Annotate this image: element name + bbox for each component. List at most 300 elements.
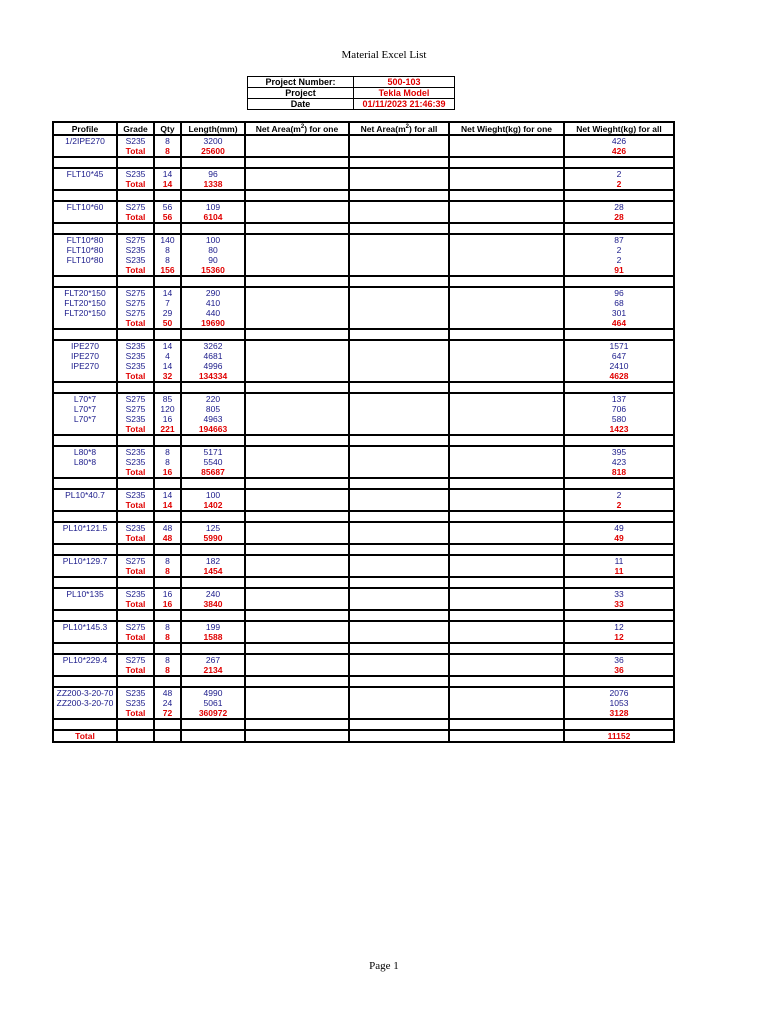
date-value: 01/11/2023 21:46:39	[354, 99, 455, 110]
spacer-cell	[117, 511, 154, 522]
header-net-area-one	[245, 122, 349, 135]
cell-weight-one	[449, 255, 564, 265]
total-cell-profile	[53, 318, 117, 329]
spacer-cell	[449, 676, 564, 687]
spacer-cell	[349, 435, 449, 446]
cell-qty: 8	[154, 135, 181, 146]
cell-grade: S275	[117, 555, 154, 566]
spacer-cell	[564, 478, 674, 489]
spacer-cell	[349, 478, 449, 489]
cell-area-one	[245, 698, 349, 708]
spacer-cell	[154, 511, 181, 522]
spacer-cell	[564, 276, 674, 287]
cell-length: 182	[181, 555, 245, 566]
spacer-row	[53, 719, 674, 730]
total-cell-area-one	[245, 566, 349, 577]
total-row	[53, 318, 674, 329]
cell-profile: L80*8	[53, 446, 117, 457]
total-cell-area-all	[349, 599, 449, 610]
total-cell-profile	[53, 599, 117, 610]
table-row	[53, 404, 674, 414]
total-row	[53, 212, 674, 223]
cell-grade: S235	[117, 414, 154, 424]
cell-length: 4681	[181, 351, 245, 361]
table-row	[53, 135, 674, 146]
cell-length: 4996	[181, 361, 245, 371]
spacer-cell	[564, 643, 674, 654]
total-cell-area-one	[245, 265, 349, 276]
total-cell-area-one	[245, 371, 349, 382]
cell-qty: 4	[154, 351, 181, 361]
grand-total-row	[53, 730, 674, 742]
cell-qty: 24	[154, 698, 181, 708]
cell-grade: S235	[117, 135, 154, 146]
cell-profile: IPE270	[53, 361, 117, 371]
header-profile: Profile	[53, 122, 117, 135]
spacer-cell	[245, 511, 349, 522]
spacer-cell	[245, 478, 349, 489]
cell-weight-one	[449, 201, 564, 212]
cell-qty: 14	[154, 287, 181, 298]
total-cell-grade: Total	[117, 632, 154, 643]
spacer-cell	[564, 676, 674, 687]
spacer-cell	[117, 610, 154, 621]
total-cell-area-all	[349, 371, 449, 382]
table-row	[53, 308, 674, 318]
cell-qty: 56	[154, 201, 181, 212]
cell-area-one	[245, 351, 349, 361]
header-grade: Grade	[117, 122, 154, 135]
cell-length: 805	[181, 404, 245, 414]
total-cell-length: 360972	[181, 708, 245, 719]
total-cell-length: 2134	[181, 665, 245, 676]
total-cell-qty: 72	[154, 708, 181, 719]
total-cell-weight-all: 2	[564, 179, 674, 190]
cell-grade: S235	[117, 698, 154, 708]
total-cell-length: 25600	[181, 146, 245, 157]
cell-qty: 140	[154, 234, 181, 245]
total-cell-qty: 50	[154, 318, 181, 329]
spacer-cell	[154, 157, 181, 168]
spacer-cell	[117, 719, 154, 730]
cell-area-one	[245, 621, 349, 632]
total-cell-grade: Total	[117, 708, 154, 719]
table-row	[53, 588, 674, 599]
cell-weight-one	[449, 555, 564, 566]
spacer-cell	[53, 435, 117, 446]
cell-weight-one	[449, 414, 564, 424]
total-cell-profile	[53, 179, 117, 190]
project-info-table	[247, 76, 455, 110]
spacer-cell	[349, 329, 449, 340]
spacer-cell	[154, 610, 181, 621]
cell-length: 220	[181, 393, 245, 404]
spacer-cell	[245, 190, 349, 201]
total-cell-area-one	[245, 146, 349, 157]
cell-area-all	[349, 168, 449, 179]
spacer-cell	[154, 643, 181, 654]
spacer-cell	[117, 577, 154, 588]
total-cell-profile	[53, 467, 117, 478]
cell-qty: 14	[154, 361, 181, 371]
cell-length: 4963	[181, 414, 245, 424]
cell-grade: S235	[117, 446, 154, 457]
total-row	[53, 708, 674, 719]
cell-grade: S275	[117, 404, 154, 414]
cell-grade: S235	[117, 687, 154, 698]
total-row	[53, 371, 674, 382]
cell-profile: FLT10*80	[53, 245, 117, 255]
material-table-body	[53, 135, 674, 742]
cell-length: 3262	[181, 340, 245, 351]
cell-length: 410	[181, 298, 245, 308]
cell-weight-all: 33	[564, 588, 674, 599]
total-cell-weight-one	[449, 467, 564, 478]
cell-weight-one	[449, 404, 564, 414]
cell-qty: 16	[154, 588, 181, 599]
total-cell-grade: Total	[117, 146, 154, 157]
spacer-cell	[349, 676, 449, 687]
cell-grade: S275	[117, 201, 154, 212]
total-cell-qty: 8	[154, 632, 181, 643]
cell-area-all	[349, 522, 449, 533]
cell-qty: 14	[154, 489, 181, 500]
grand-total-cell-grade	[117, 730, 154, 742]
total-cell-weight-one	[449, 424, 564, 435]
total-cell-length: 19690	[181, 318, 245, 329]
spacer-cell	[245, 676, 349, 687]
total-cell-length: 15360	[181, 265, 245, 276]
total-row	[53, 424, 674, 435]
spacer-cell	[449, 329, 564, 340]
cell-area-all	[349, 588, 449, 599]
cell-grade: S275	[117, 298, 154, 308]
cell-grade: S275	[117, 234, 154, 245]
cell-weight-all: 706	[564, 404, 674, 414]
cell-qty: 8	[154, 245, 181, 255]
cell-weight-one	[449, 298, 564, 308]
spacer-cell	[245, 276, 349, 287]
cell-qty: 8	[154, 654, 181, 665]
total-cell-qty: 16	[154, 599, 181, 610]
spacer-cell	[154, 478, 181, 489]
total-cell-length: 85687	[181, 467, 245, 478]
cell-area-one	[245, 446, 349, 457]
material-table	[52, 121, 675, 743]
total-cell-weight-all: 4628	[564, 371, 674, 382]
cell-area-one	[245, 654, 349, 665]
total-cell-length: 1588	[181, 632, 245, 643]
total-cell-area-one	[245, 708, 349, 719]
spacer-cell	[154, 577, 181, 588]
table-row	[53, 351, 674, 361]
cell-weight-one	[449, 287, 564, 298]
total-cell-weight-all: 49	[564, 533, 674, 544]
spacer-cell	[154, 276, 181, 287]
cell-area-all	[349, 245, 449, 255]
cell-area-all	[349, 446, 449, 457]
spacer-cell	[117, 478, 154, 489]
spacer-row	[53, 435, 674, 446]
spacer-cell	[564, 329, 674, 340]
cell-qty: 14	[154, 168, 181, 179]
total-cell-weight-all: 464	[564, 318, 674, 329]
spacer-cell	[449, 643, 564, 654]
spacer-row	[53, 610, 674, 621]
cell-area-all	[349, 308, 449, 318]
cell-weight-one	[449, 351, 564, 361]
total-cell-area-one	[245, 500, 349, 511]
cell-area-one	[245, 340, 349, 351]
spacer-cell	[349, 157, 449, 168]
cell-weight-all: 96	[564, 287, 674, 298]
spacer-cell	[449, 435, 564, 446]
page-number: Page 1	[369, 960, 399, 972]
cell-area-all	[349, 414, 449, 424]
date-label: Date	[248, 99, 354, 110]
cell-weight-all: 1053	[564, 698, 674, 708]
cell-length: 5540	[181, 457, 245, 467]
cell-weight-one	[449, 245, 564, 255]
cell-weight-one	[449, 654, 564, 665]
cell-area-one	[245, 687, 349, 698]
total-cell-grade: Total	[117, 665, 154, 676]
grand-total-cell-weight-one	[449, 730, 564, 742]
table-row	[53, 340, 674, 351]
table-row	[53, 489, 674, 500]
total-cell-length: 6104	[181, 212, 245, 223]
spacer-cell	[564, 511, 674, 522]
cell-area-all	[349, 393, 449, 404]
spacer-cell	[154, 544, 181, 555]
header-area-superscript: 2	[300, 123, 305, 130]
cell-profile: PL10*229.4	[53, 654, 117, 665]
total-cell-weight-one	[449, 599, 564, 610]
cell-grade: S235	[117, 588, 154, 599]
spacer-cell	[53, 676, 117, 687]
spacer-cell	[245, 544, 349, 555]
spacer-row	[53, 478, 674, 489]
total-cell-area-all	[349, 212, 449, 223]
spacer-cell	[449, 382, 564, 393]
cell-qty: 16	[154, 414, 181, 424]
cell-area-one	[245, 298, 349, 308]
cell-area-all	[349, 255, 449, 265]
spacer-cell	[245, 643, 349, 654]
total-cell-weight-all: 11	[564, 566, 674, 577]
spacer-cell	[181, 577, 245, 588]
spacer-row	[53, 329, 674, 340]
spacer-cell	[53, 478, 117, 489]
spacer-cell	[154, 719, 181, 730]
spacer-cell	[564, 544, 674, 555]
cell-area-all	[349, 698, 449, 708]
total-cell-weight-one	[449, 146, 564, 157]
total-cell-area-all	[349, 665, 449, 676]
cell-area-all	[349, 489, 449, 500]
total-cell-area-all	[349, 318, 449, 329]
total-row	[53, 599, 674, 610]
total-cell-weight-all: 818	[564, 467, 674, 478]
cell-area-all	[349, 555, 449, 566]
total-cell-qty: 8	[154, 665, 181, 676]
total-cell-profile	[53, 371, 117, 382]
table-row	[53, 255, 674, 265]
total-cell-qty: 16	[154, 467, 181, 478]
cell-qty: 8	[154, 457, 181, 467]
cell-profile: FLT10*45	[53, 168, 117, 179]
spacer-cell	[181, 643, 245, 654]
table-row	[53, 522, 674, 533]
total-cell-profile	[53, 708, 117, 719]
cell-area-all	[349, 687, 449, 698]
cell-area-one	[245, 135, 349, 146]
cell-profile: PL10*121.5	[53, 522, 117, 533]
spacer-cell	[181, 157, 245, 168]
cell-qty: 120	[154, 404, 181, 414]
spacer-cell	[449, 223, 564, 234]
spacer-cell	[181, 276, 245, 287]
spacer-cell	[245, 157, 349, 168]
total-cell-length: 1454	[181, 566, 245, 577]
header-net-area-one-text: Net Area(m	[255, 123, 301, 134]
total-cell-grade: Total	[117, 318, 154, 329]
total-cell-qty: 56	[154, 212, 181, 223]
spacer-cell	[181, 329, 245, 340]
cell-length: 4990	[181, 687, 245, 698]
total-cell-weight-one	[449, 371, 564, 382]
cell-profile: L70*7	[53, 404, 117, 414]
total-cell-area-all	[349, 179, 449, 190]
total-cell-grade: Total	[117, 467, 154, 478]
spacer-cell	[117, 190, 154, 201]
spacer-cell	[349, 610, 449, 621]
cell-weight-all: 12	[564, 621, 674, 632]
total-cell-weight-all: 12	[564, 632, 674, 643]
table-row	[53, 555, 674, 566]
spacer-cell	[564, 157, 674, 168]
total-cell-profile	[53, 424, 117, 435]
spacer-cell	[349, 276, 449, 287]
cell-profile: FLT20*150	[53, 287, 117, 298]
spacer-cell	[154, 190, 181, 201]
table-row	[53, 698, 674, 708]
total-cell-qty: 156	[154, 265, 181, 276]
spacer-cell	[117, 382, 154, 393]
spacer-cell	[449, 478, 564, 489]
cell-weight-all: 137	[564, 393, 674, 404]
cell-weight-all: 2410	[564, 361, 674, 371]
cell-length: 240	[181, 588, 245, 599]
project-name-value: Tekla Model	[354, 88, 455, 99]
cell-grade: S235	[117, 255, 154, 265]
cell-grade: S275	[117, 308, 154, 318]
grand-total-cell-length	[181, 730, 245, 742]
total-cell-grade: Total	[117, 533, 154, 544]
cell-area-all	[349, 287, 449, 298]
cell-qty: 48	[154, 687, 181, 698]
cell-weight-one	[449, 308, 564, 318]
spacer-row	[53, 190, 674, 201]
cell-qty: 14	[154, 340, 181, 351]
cell-area-all	[349, 361, 449, 371]
total-cell-weight-one	[449, 318, 564, 329]
total-cell-area-all	[349, 566, 449, 577]
cell-length: 440	[181, 308, 245, 318]
total-cell-weight-one	[449, 179, 564, 190]
cell-profile: FLT20*150	[53, 308, 117, 318]
header-row	[53, 122, 674, 135]
spacer-cell	[449, 719, 564, 730]
total-cell-grade: Total	[117, 599, 154, 610]
cell-length: 199	[181, 621, 245, 632]
cell-grade: S235	[117, 168, 154, 179]
total-cell-area-all	[349, 708, 449, 719]
spacer-cell	[53, 190, 117, 201]
cell-weight-all: 2	[564, 168, 674, 179]
cell-grade: S275	[117, 621, 154, 632]
cell-weight-all: 426	[564, 135, 674, 146]
cell-weight-one	[449, 361, 564, 371]
table-row	[53, 446, 674, 457]
cell-weight-all: 68	[564, 298, 674, 308]
spacer-cell	[117, 276, 154, 287]
cell-area-all	[349, 298, 449, 308]
cell-length: 80	[181, 245, 245, 255]
table-row	[53, 457, 674, 467]
cell-grade: S235	[117, 340, 154, 351]
total-cell-qty: 32	[154, 371, 181, 382]
cell-area-one	[245, 588, 349, 599]
total-row	[53, 566, 674, 577]
total-cell-profile	[53, 500, 117, 511]
spacer-cell	[564, 382, 674, 393]
total-cell-weight-one	[449, 708, 564, 719]
cell-area-all	[349, 135, 449, 146]
cell-qty: 7	[154, 298, 181, 308]
cell-area-one	[245, 287, 349, 298]
total-cell-grade: Total	[117, 212, 154, 223]
spacer-cell	[349, 382, 449, 393]
spacer-row	[53, 157, 674, 168]
cell-area-one	[245, 234, 349, 245]
total-cell-grade: Total	[117, 500, 154, 511]
spacer-cell	[181, 544, 245, 555]
table-row	[53, 298, 674, 308]
cell-area-one	[245, 414, 349, 424]
total-row	[53, 179, 674, 190]
cell-weight-all: 49	[564, 522, 674, 533]
spacer-cell	[564, 610, 674, 621]
spacer-cell	[154, 223, 181, 234]
spacer-cell	[349, 643, 449, 654]
total-cell-length: 1338	[181, 179, 245, 190]
header-net-area-all	[349, 122, 449, 135]
spacer-row	[53, 276, 674, 287]
cell-qty: 29	[154, 308, 181, 318]
cell-profile: ZZ200-3-20-70	[53, 687, 117, 698]
cell-weight-all: 2076	[564, 687, 674, 698]
total-cell-qty: 48	[154, 533, 181, 544]
cell-weight-all: 423	[564, 457, 674, 467]
spacer-cell	[449, 157, 564, 168]
cell-weight-all: 87	[564, 234, 674, 245]
cell-weight-all: 647	[564, 351, 674, 361]
cell-weight-one	[449, 135, 564, 146]
spacer-cell	[564, 577, 674, 588]
spacer-cell	[349, 719, 449, 730]
spacer-cell	[117, 676, 154, 687]
